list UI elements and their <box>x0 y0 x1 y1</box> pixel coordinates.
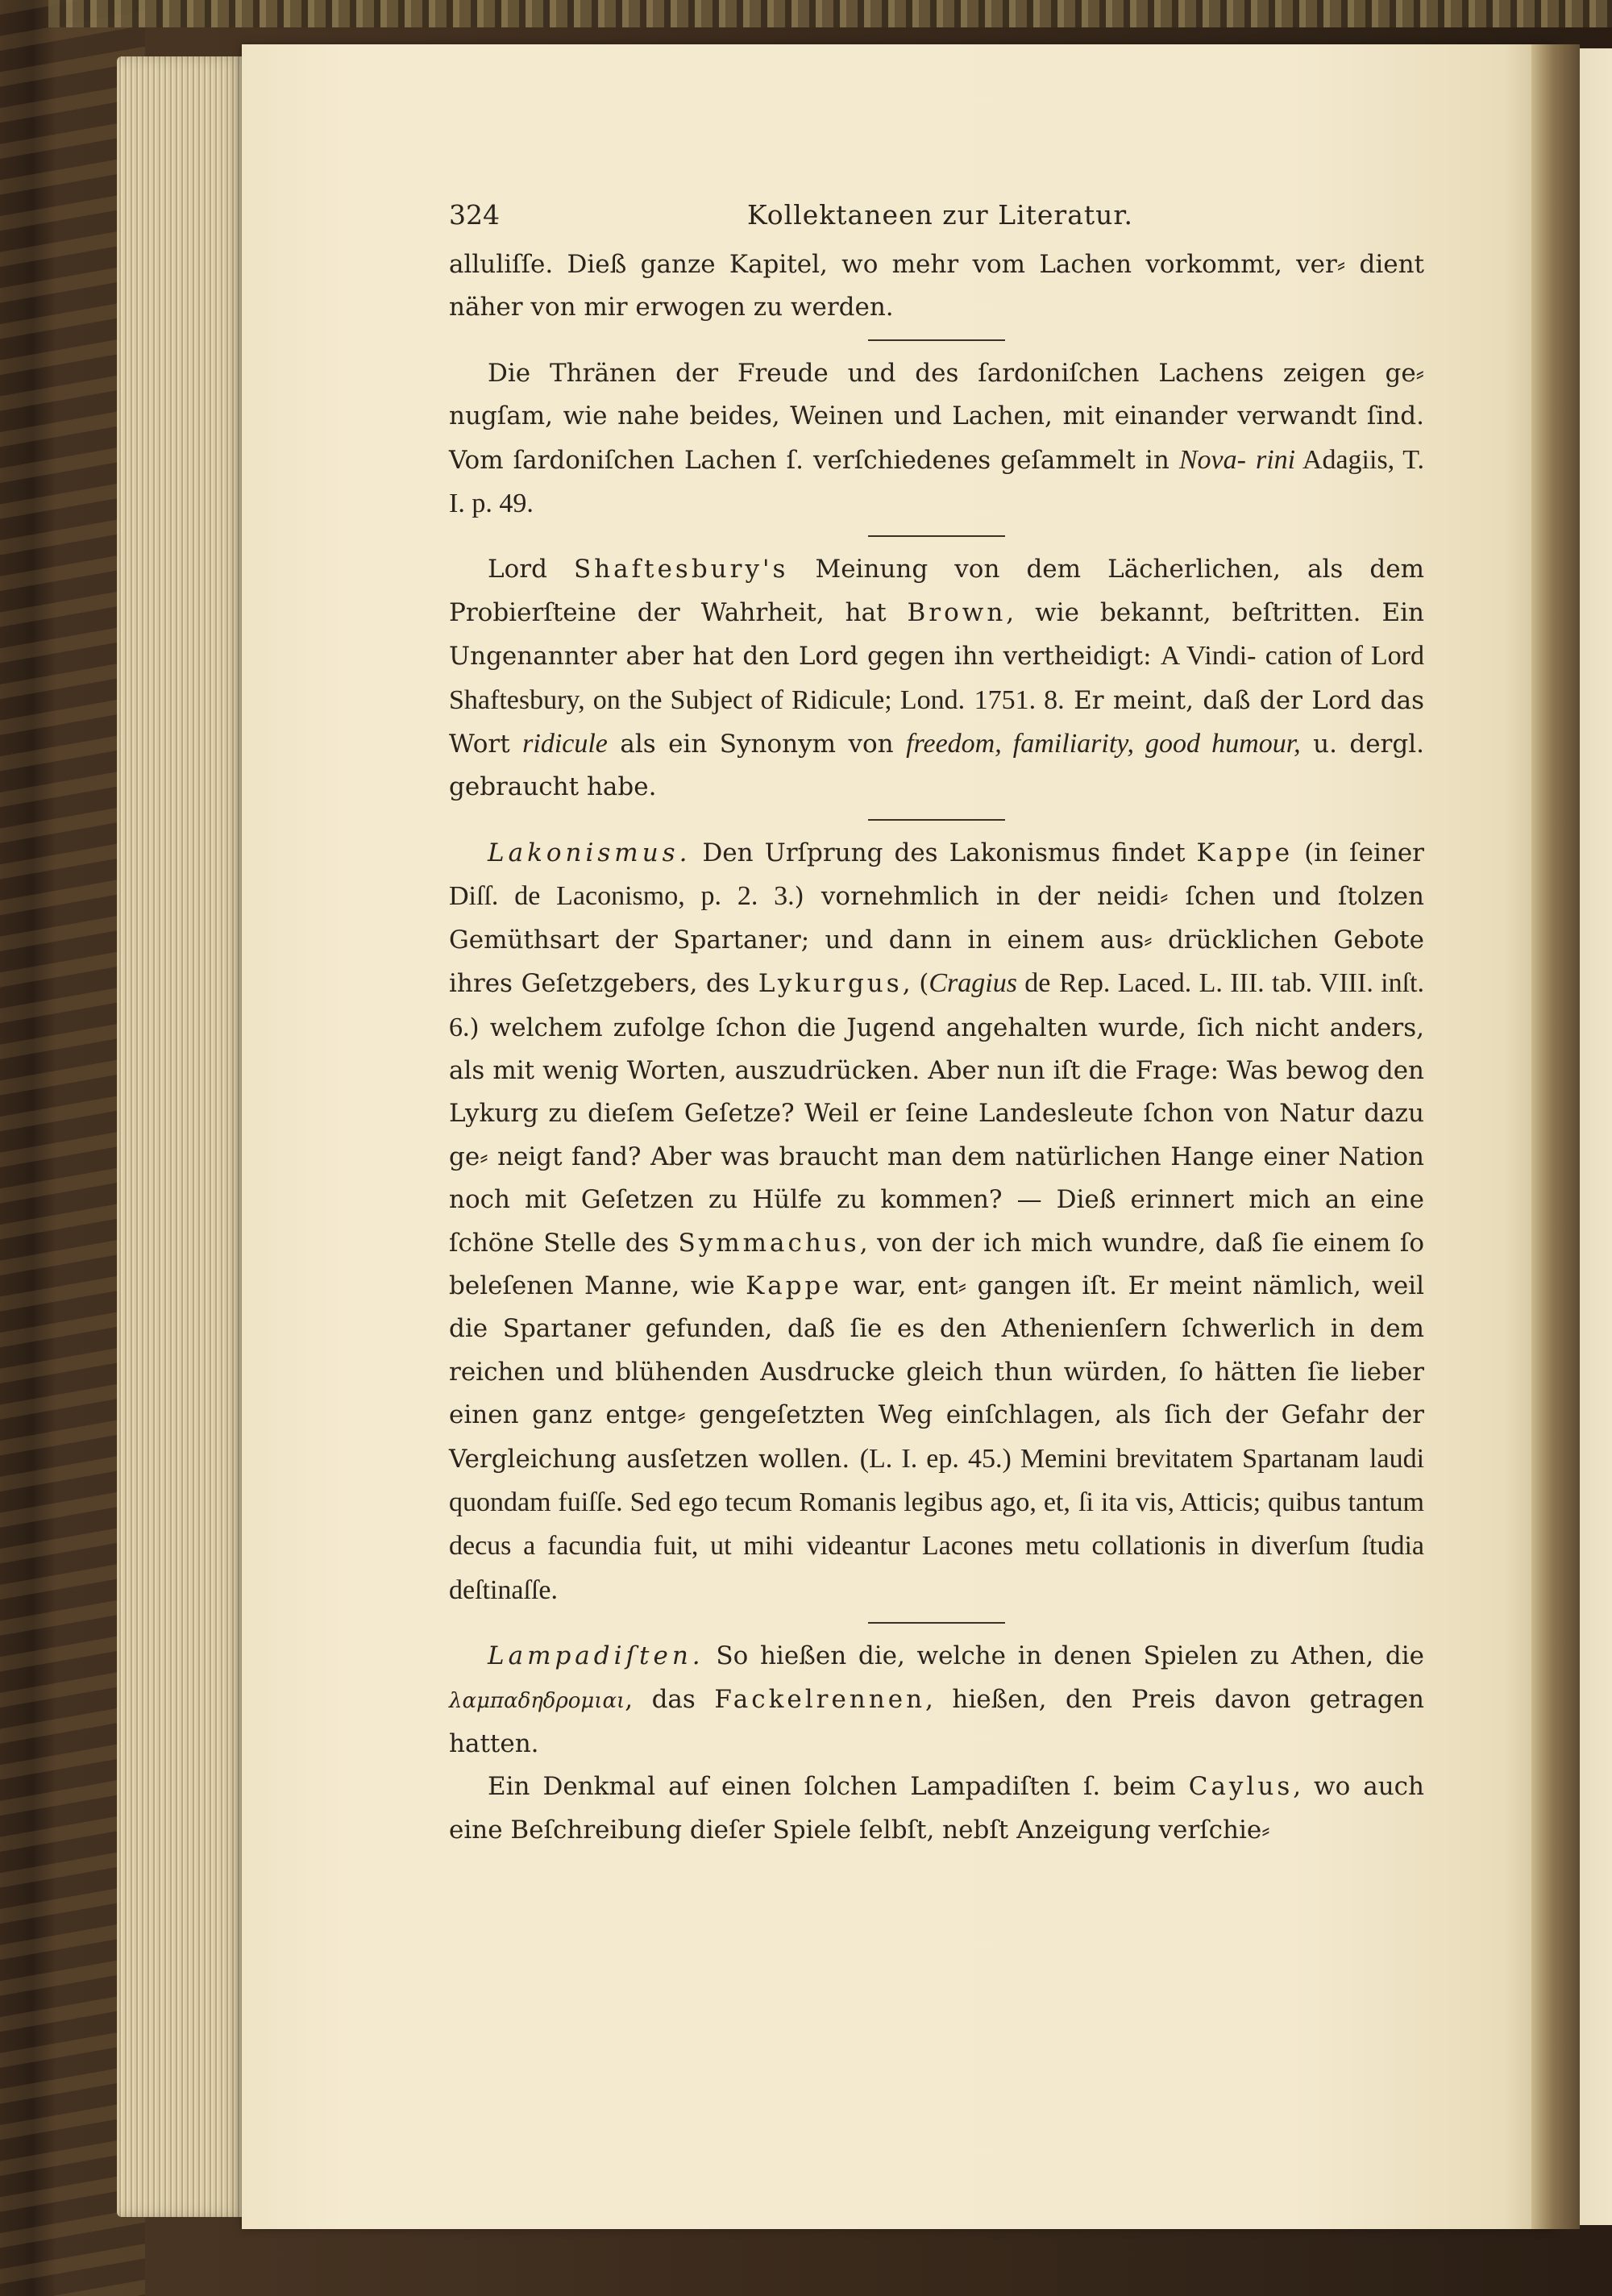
page-text <box>449 193 1424 1852</box>
running-title: Kollektaneen zur Literatur. <box>747 199 1134 231</box>
section-divider <box>868 1622 1005 1624</box>
page-edges <box>117 56 246 2217</box>
section-divider <box>868 339 1005 341</box>
running-header <box>449 193 1424 243</box>
paragraph-continuation: alluliſſe. Dieß ganze Kapitel, wo mehr vom Lachen vorkommt, ver⸗ dient näher von mir erwogen zu werden. <box>449 250 1424 322</box>
paragraph-sardonic-laughter: Die Thränen der Freude und des ſardoniſchen Lachens zeigen ge⸗ nugſam, wie nahe beides, Weinen und Lachen, mit einander verwandt ſind. Vom ſardoniſchen Lachen ſ. verſchiedenes geſammelt in Nova- rini Adagiis, T. I. p. 49. <box>449 358 1424 519</box>
book-gutter <box>1531 44 1580 2229</box>
section-divider <box>868 535 1005 537</box>
entry-heading: Lakonismus. <box>488 838 692 867</box>
gilt-headband <box>48 0 1612 27</box>
paragraph-lakonismus: Lakonismus. Den Urſprung des Lakonismus findet Kappe (in ſeiner Diſſ. de Laconismo, p. 2. 3.) vornehmlich in der neidi⸗ ſchen und ſtolzen Gemüthsart der Spartaner; und dann in einem aus⸗ drücklichen Gebote ihres Geſetzgebers, des Lykurgus, (Cragius de Rep. Laced. L. III. tab. VIII. inſt. 6.) welchem zufolge ſchon die Jugend angehalten wurde, ſich nicht anders, als mit wenig Worten, auszudrücken. Aber nun iſt die Frage: Was bewog den Lykurg zu dieſem Geſetze? Weil er ſeine Landesleute ſchon von Natur dazu ge⸗ neigt fand? Aber was braucht man dem natürlichen Hange einer Nation noch mit Geſetzen zu Hülfe zu kommen? — Dieß erinnert mich an eine ſchöne Stelle des Symmachus, von der ich mich wundre, daß ſie einem ſo beleſenen Manne, wie Kappe war, ent⸗ gangen iſt. Er meint nämlich, weil die Spartaner gefunden, daß ſie es den Athenienſern ſchwerlich in dem reichen und blühenden Ausdrucke gleich thun würden, ſo hätten ſie lieber einen ganz entge⸗ gengeſetzten Weg einſchlagen, als ſich der Gefahr der Vergleichung ausſetzen wollen. (L. I. ep. 45.) Memini brevitatem Spartanam laudi quondam fuiſſe. Sed ego tecum Romanis legibus ago, et, ſi ita vis, Atticis; quibus tantum decus a facundia fuit, ut mihi videantur Lacones metu collationis in diverſum ſtudia deſtinaſſe. <box>449 838 1425 1605</box>
paragraph-shaftesbury: Lord Shaftesbury's Meinung von dem Lächerlichen, als dem Probierſteine der Wahrheit, hat Brown, wie bekannt, beſtritten. Ein Ungenannter aber hat den Lord gegen ihn vertheidigt: A Vindi- cation of Lord Shaftesbury, on the Subject of Ridicule; Lond. 1751. 8. Er meint, daß der Lord das Wort ridicule als ein Synonym von freedom, familiarity, good humour, u. dergl. gebraucht habe. <box>449 555 1424 802</box>
entry-heading: Lampadiſten. <box>488 1641 704 1671</box>
paragraph-lampadisten: Lampadiſten. So hießen die, welche in denen Spielen zu Athen, die λαμπαδηδρομιαι, das Fackelrennen, hießen, den Preis davon getragen hatten. <box>449 1641 1425 1758</box>
section-divider <box>868 819 1005 821</box>
page-number: 324 <box>449 199 500 231</box>
paragraph-lampadisten-monument: Ein Denkmal auf einen ſolchen Lampadiſten ſ. beim Caylus, wo auch eine Beſchreibung dieſer Spiele ſelbſt, nebſt Anzeigung verſchie⸗ <box>449 1772 1424 1845</box>
